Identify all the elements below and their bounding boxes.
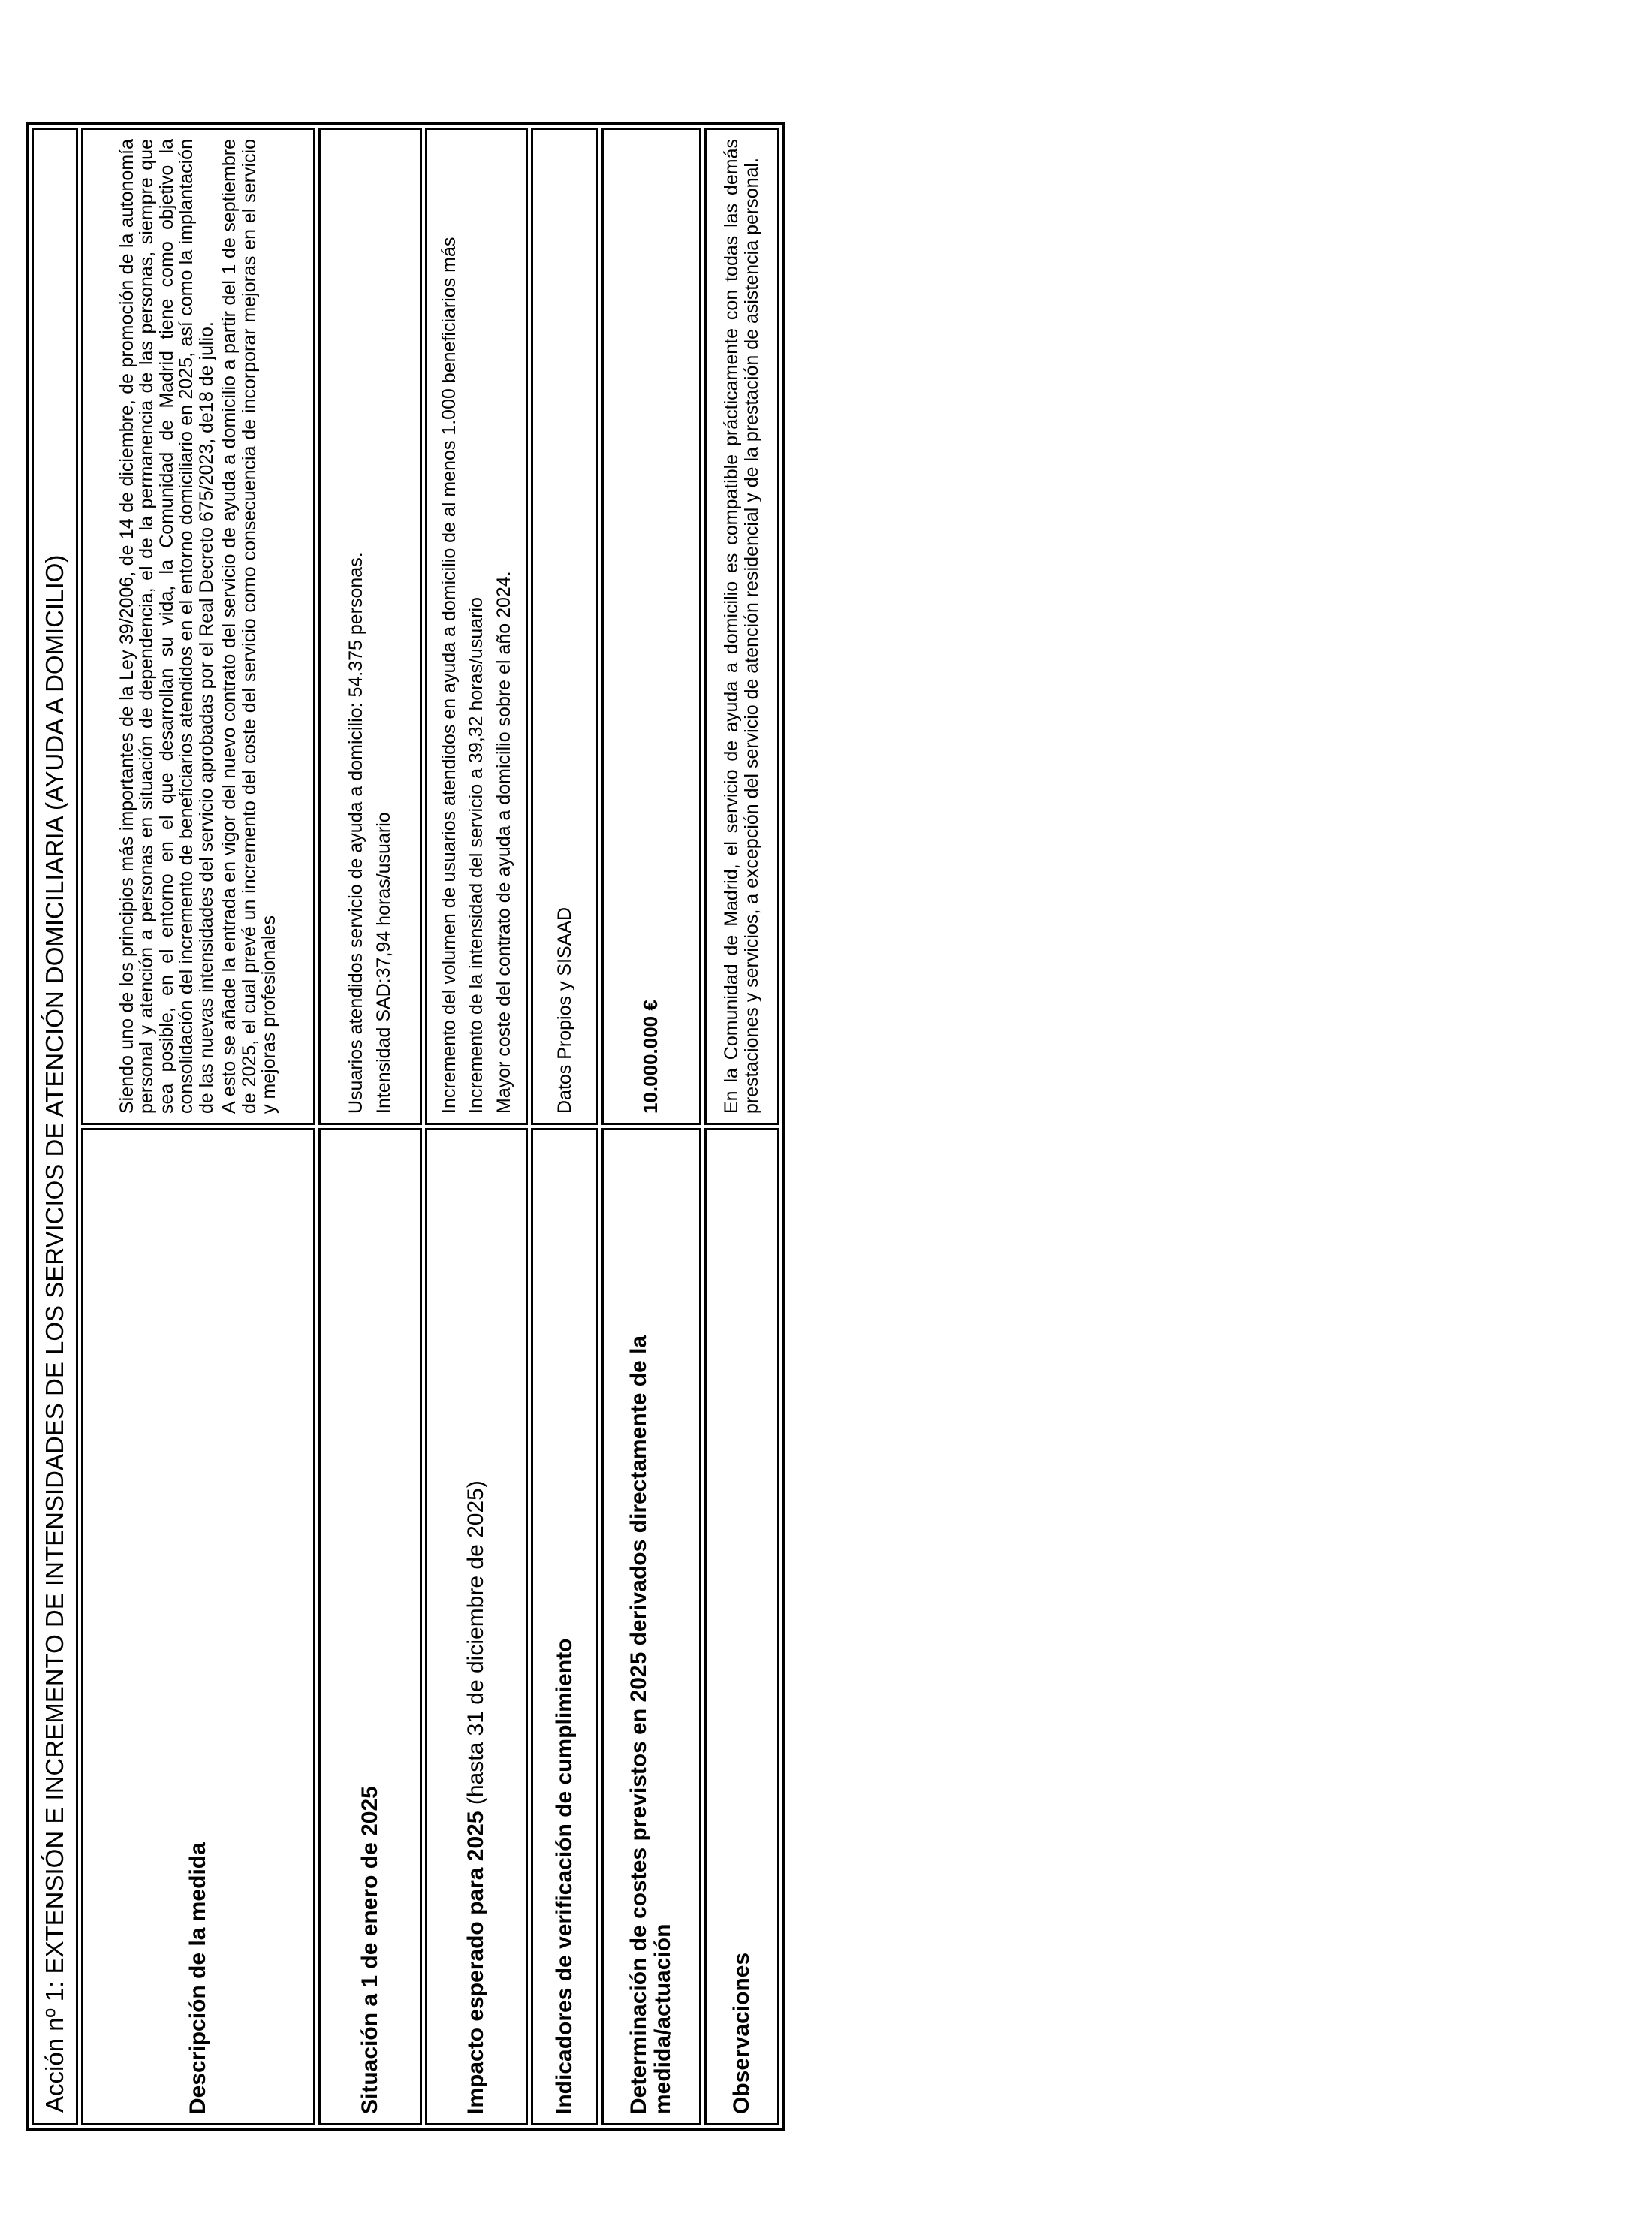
indicators-row: [531, 128, 598, 2125]
observations-content: En la Comunidad de Madrid, el servicio de ayuda a domicilio es compatible prácticamente con todas las demás prestaciones y servicios, a excepción del servicio de atención residencial y de la prestación de asistencia personal.: [704, 128, 779, 1125]
impact-label-bold: Impacto esperado para 2025: [463, 1811, 489, 2114]
impact-line-2: Incremento de la intensidad del servicio a 39,32 horas/usuario: [466, 597, 487, 1114]
description-label: Descripción de la medida: [81, 1128, 315, 2125]
indicators-label: Indicadores de verificación de cumplimiento: [531, 1128, 598, 2125]
impact-label-normal: (hasta 31 de diciembre de 2025): [463, 1480, 489, 1805]
observations-row: [704, 128, 779, 2125]
situation-content: [318, 128, 423, 1125]
title-row: [32, 128, 78, 2125]
description-paragraph-2: A esto se añade la entrada en vigor del nuevo contrato del servicio de ayuda a domicilio a partir del 1 de septiembre de 2025, el cual prevé un incremento del coste del servicio como consecuencia de incorporar mejoras en el servicio y mejoras profesionales: [219, 139, 280, 1114]
description-content: [81, 128, 315, 1125]
costs-label: Determinación de costes previstos en 2025 derivados directamente de la medida/actuación: [601, 1128, 701, 2125]
impact-content: [425, 128, 528, 1125]
impact-row: [425, 128, 528, 2125]
impact-label: [425, 1128, 528, 2125]
observations-label: Observaciones: [704, 1128, 779, 2125]
impact-line-1: Incremento del volumen de usuarios atendidos en ayuda a domicilio de al menos 1.000 beneficiarios más: [438, 237, 460, 1114]
action-title: Acción nº 1: EXTENSIÓN E INCREMENTO DE INTENSIDADES DE LOS SERVICIOS DE ATENCIÓN DOMICILIARIA (AYUDA A DOMICILIO): [32, 128, 78, 2125]
costs-row: [601, 128, 701, 2125]
costs-value: 10.000.000 €: [601, 128, 701, 1125]
rotated-page: [26, 122, 785, 2131]
situation-users: Usuarios atendidos servicio de ayuda a domicilio: 54.375 personas.: [345, 552, 367, 1114]
situation-intensity: Intensidad SAD:37,94 horas/usuario: [372, 812, 394, 1114]
situation-label: Situación a 1 de enero de 2025: [318, 1128, 423, 2125]
description-row: [81, 128, 315, 2125]
action-table: [26, 122, 785, 2131]
situation-row: [318, 128, 423, 2125]
description-paragraph-1: Siendo uno de los principios más importantes de la Ley 39/2006, de 14 de diciembre, de promoción de la autonomía personal y atención a personas en situación de dependencia, el de la permanencia de las personas, siempre que sea posible, en el entorno en el que desarrollan su vida, la Comunidad de Madrid tiene como objetivo la consolidación del incremento de beneficiarios atendidos en el entorno domiciliario en 2025, así como la implantación de las nuevas intensidades del servicio aprobadas por el Real Decreto 675/2023, de18 de julio.: [116, 139, 217, 1114]
indicators-content: Datos Propios y SISAAD: [531, 128, 598, 1125]
impact-line-3: Mayor coste del contrato de ayuda a domicilio sobre el año 2024.: [493, 571, 514, 1114]
